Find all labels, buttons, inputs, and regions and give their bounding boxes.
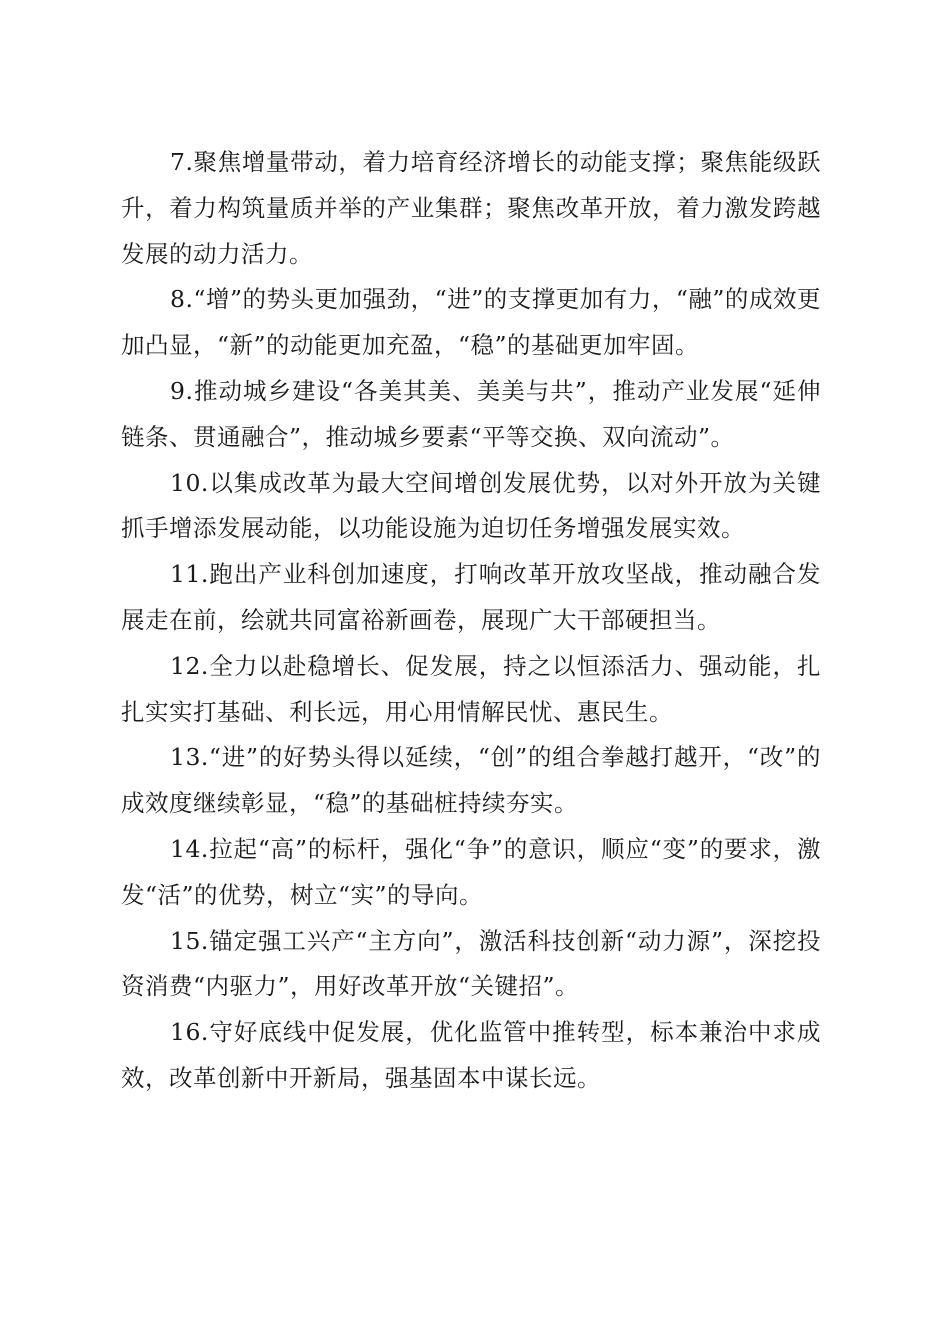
paragraph-8: 8.“增”的势头更加强劲，“进”的支撑更加有力，“融”的成效更加凸显，“新”的动能更加充盈，“稳”的基础更加牢固。 bbox=[121, 285, 821, 360]
paragraph-12: 12.全力以赴稳增长、促发展，持之以恒添活力、强动能，扎扎实实打基础、利长远，用心用情解民忧、惠民生。 bbox=[121, 651, 821, 726]
paragraph-11: 11.跑出产业科创加速度，打响改革开放攻坚战，推动融合发展走在前，绘就共同富裕新画卷，展现广大干部硬担当。 bbox=[121, 560, 821, 634]
paragraph-13: 13.“进”的好势头得以延续，“创”的组合拳越打越开，“改”的成效度继续彰显，“稳”的基础桩持续夯实。 bbox=[121, 743, 821, 818]
paragraph-7: 7.聚焦增量带动，着力培育经济增长的动能支撑；聚焦能级跃升，着力构筑量质并举的产业集群；聚焦改革开放，着力激发跨越发展的动力活力。 bbox=[121, 148, 821, 268]
paragraph-14: 14.拉起“高”的标杆，强化“争”的意识，顺应“变”的要求，激发“活”的优势，树立“实”的导向。 bbox=[121, 834, 821, 909]
paragraph-16: 16.守好底线中促发展，优化监管中推转型，标本兼治中求成效，改革创新中开新局，强基固本中谋长远。 bbox=[121, 1018, 821, 1092]
paragraph-15: 15.锚定强工兴产“主方向”，激活科技创新“动力源”，深挖投资消费“内驱力”，用好改革开放“关键招”。 bbox=[121, 926, 821, 1001]
paragraph-10: 10.以集成改革为最大空间增创发展优势，以对外开放为关键抓手增添发展动能，以功能设施为迫切任务增强发展实效。 bbox=[121, 468, 821, 543]
document-body bbox=[121, 140, 821, 1102]
paragraph-9: 9.推动城乡建设“各美其美、美美与共”，推动产业发展“延伸链条、贯通融合”，推动城乡要素“平等交换、双向流动”。 bbox=[121, 376, 821, 451]
